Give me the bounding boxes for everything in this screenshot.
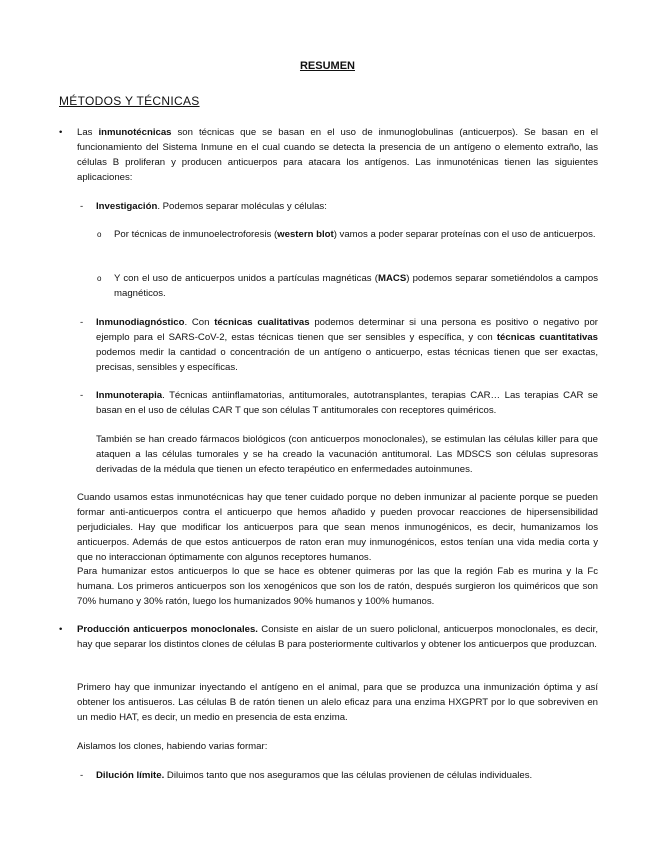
circle-marker: o [97, 274, 102, 283]
term-investigacion: Investigación [96, 201, 158, 212]
bullet-marker: • [59, 127, 63, 138]
inmunoterapia-item: Inmunoterapia. Técnicas antiinflamatorias, antitumorales, autotransplantes, terapias CAR… Las terapias CAR se basan en el uso de células CAR T que son células T antitumorales con receptores quiméricos. [96, 390, 598, 416]
produccion-item: Producción anticuerpos monoclonales. Consiste en aislar de un suero policlonal, anticuerpos monoclonales, es decir, hay que separar los distintos clones de células B para posteriormente cultivarlos y obtener los anticuerpos que produzcan. [77, 624, 598, 650]
inmunodiagnostico-item: Inmunodiagnóstico. Con técnicas cualitativas podemos determinar si una persona es positivo o negativo por ejemplo para el SARS-CoV-2, estas técnicas tienen que ser sensibles y específica, y con técnicas cuantitativas podemos medir la cantidad o concentración de un antígeno o anticuerpo, estas técnicas tienen que ser exactas, precisas, sensibles y específicas. [96, 317, 598, 373]
term-inmunotecnicas: inmunotécnicas [98, 127, 172, 138]
term-inmunoterapia: Inmunoterapia [96, 390, 163, 401]
dash-marker: - [80, 317, 84, 328]
term-produccion: Producción anticuerpos monoclonales. [77, 624, 258, 635]
inmunoterapia-paragraph-2: También se han creado fármacos biológicos (con anticuerpos monoclonales), se estimulan las células killer para que ataquen a las células tumorales y se ha creado la vacunación antitumoral. Las MDSCS son células supresoras derivadas de la médula que tienen un efecto terapéutico en enfermedades autoinmunes. [96, 434, 598, 475]
macs-item: Y con el uso de anticuerpos unidos a partículas magnéticas (MACS) podemos separar sometiéndolos a campos magnéticos. [114, 273, 599, 299]
term-western-blot: western blot [277, 229, 334, 240]
term-cualitativas: técnicas cualitativas [214, 317, 310, 328]
chimera-paragraph: Para humanizar estos anticuerpos lo que se hace es obtener quimeras por las que la región Fab es murina y la Fc humana. Los primeros anticuerpos son los xenogénicos que son los de ratón, después surgieron los quiméricos que son 70% humano y 30% ratón, luego los humanizados 90% humanos y 100% humanos. [77, 566, 598, 607]
term-dilucion: Dilución límite. [96, 770, 165, 781]
circle-marker: o [97, 230, 102, 239]
immunization-paragraph: Primero hay que inmunizar inyectando el antígeno en el animal, para que se produzca una inmunización óptima y así obtener los antisueros. Las células B de ratón tienen un alelo eficaz para una enzima HXGPRT por lo que sobreviven en un medio HAT, es decir, un medio en presencia de esta enzima. [77, 682, 598, 723]
term-macs: MACS [377, 273, 407, 284]
clones-paragraph: Aislamos los clones, habiendo varias formar: [77, 741, 268, 752]
page-title: RESUMEN [299, 60, 355, 72]
intro-paragraph: Las inmunotécnicas son técnicas que se basan en el uso de inmunoglobulinas (anticuerpos). Se basan en el funcionamiento del Sistema Inmune en el cual cuando se detecta la presencia de un antígeno o elemento extraño, las células B proliferan y producen anticuerpos para atacara los antígenos. Las inmunoténicas tienen las siguientes aplicaciones: [77, 127, 598, 183]
section-heading: MÉTODOS Y TÉCNICAS [59, 94, 200, 108]
bullet-marker: • [59, 624, 63, 635]
dash-marker: - [80, 201, 84, 212]
dash-marker: - [80, 770, 84, 781]
dilucion-item: Dilución límite. Diluimos tanto que nos aseguramos que las células provienen de células individuales. [96, 770, 533, 781]
term-cuantitativas: técnicas cuantitativas [496, 332, 598, 343]
term-inmunodiagnostico: Inmunodiagnóstico [96, 317, 185, 328]
dash-marker: - [80, 390, 84, 401]
humanization-paragraph: Cuando usamos estas inmunotécnicas hay que tener cuidado porque no deben inmunizar al paciente porque se pueden formar anti-anticuerpos contra el anticuerpo que hemos añadido y pueden provocar reacciones de hipersensibilidad perjudiciales. Hay que modificar los anticuerpos para que sean menos inmunogénicos, es decir, humanizamos los anticuerpos. Además de que estos anticuerpos de raton eran muy inmunogénicos, estos tenían una vida media corta y que no interaccionan óptimamente con algunos receptores humanos. [77, 492, 598, 563]
investigacion-item: Investigación. Podemos separar moléculas y células: [96, 201, 327, 212]
western-blot-item: Por técnicas de inmunoelectroforesis (western blot) vamos a poder separar proteínas con el uso de anticuerpos. [114, 229, 596, 240]
